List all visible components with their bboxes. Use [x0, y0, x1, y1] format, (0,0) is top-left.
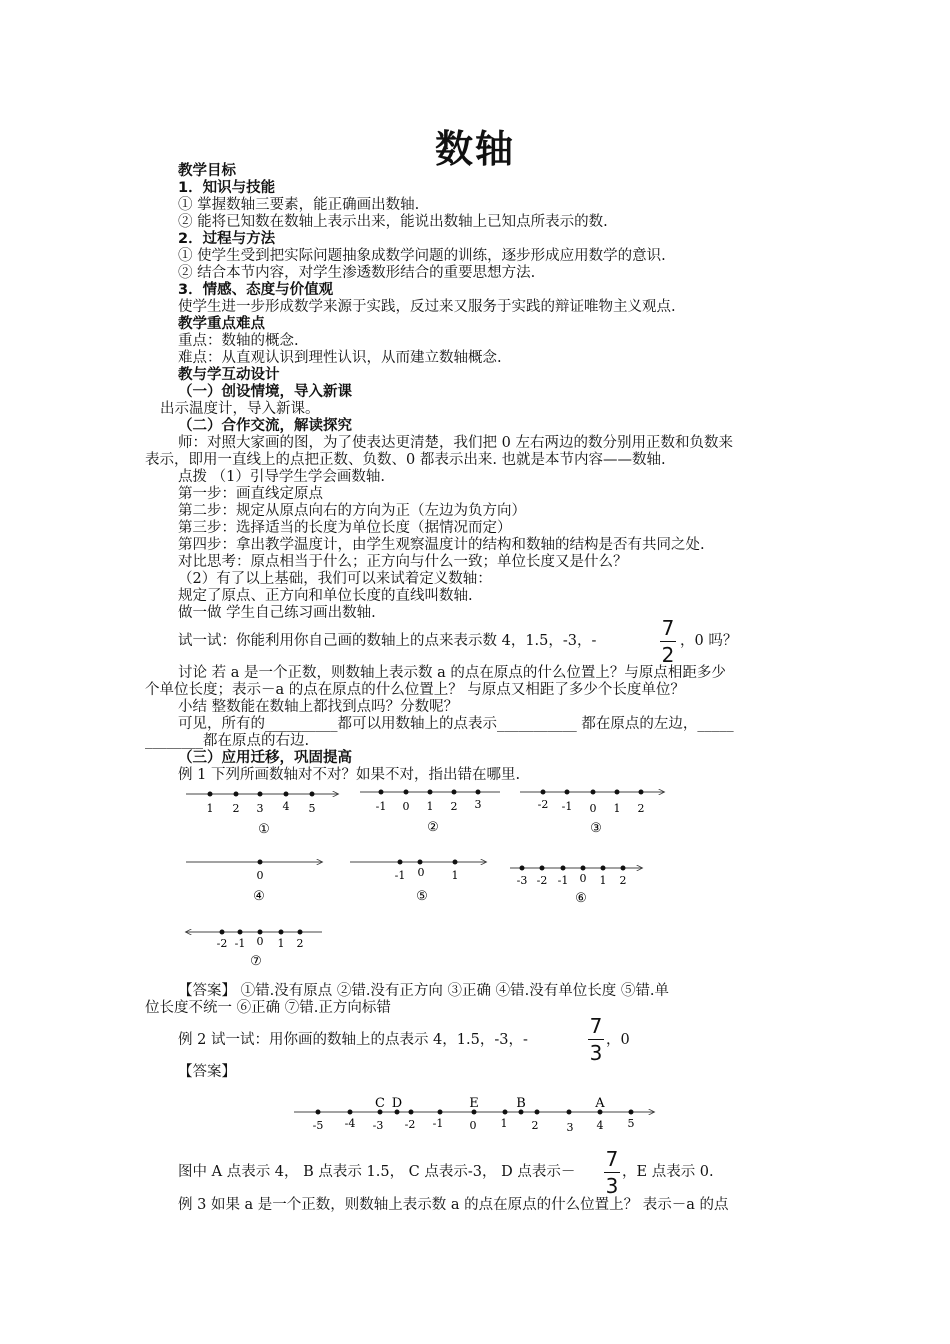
figure-caption: ②	[427, 820, 439, 835]
tick-label: 0	[579, 872, 587, 885]
point-label: A	[595, 1096, 605, 1111]
tick-label: 4	[596, 1119, 604, 1132]
section-heading-3: （三）应用迁移，巩固提高	[178, 750, 352, 766]
text-line: 图中 A 点表示 4， B 点表示 1.5， C 点表示-3， D 点表示－	[178, 1164, 576, 1180]
fraction-bar	[604, 1172, 620, 1173]
tick-label: -1	[557, 874, 569, 887]
tick-label: 2	[232, 802, 240, 815]
point-label: D	[391, 1096, 403, 1111]
tick-label: 1	[599, 874, 607, 887]
text-line: ，E 点表示 0.	[622, 1164, 714, 1180]
tick-label: 3	[566, 1121, 574, 1134]
tick-label: 0	[417, 866, 425, 879]
text-line: 位长度不统一 ⑥正确 ⑦错.正方向标错	[145, 1000, 391, 1016]
text-line: 讨论 若 a 是一个正数，则数轴上表示数 a 的点在原点的什么位置上？与原点相距多少	[178, 665, 726, 681]
tick-label: -1	[234, 937, 246, 950]
tick-label: -1	[561, 800, 573, 813]
text-line: ，0	[606, 1032, 630, 1048]
tick-label: -2	[216, 937, 228, 950]
text-line: 例 3 如果 a 是一个正数，则数轴上表示数 a 的点在原点的什么位置上？ 表示－a 的点	[178, 1197, 729, 1213]
point-label: C	[375, 1096, 385, 1111]
text-line: 难点：从直观认识到理性认识，从而建立数轴概念.	[178, 350, 502, 366]
subheading-attitude: 3．情感、态度与价值观	[178, 282, 334, 298]
fraction-numerator: 7	[605, 1147, 619, 1171]
text-line: 第一步：画直线定原点	[178, 486, 323, 502]
section-heading-1: （一）创设情境，导入新课	[178, 384, 352, 400]
tick-label: 1	[500, 1117, 508, 1130]
heading-key-points: 教学重点难点	[178, 316, 265, 332]
text-line: 【答案】 ①错.没有原点 ②错.没有正方向 ③正确 ④错.没有单位长度 ⑤错.单	[178, 983, 669, 999]
tick-label: 3	[474, 798, 482, 811]
tick-label: 1	[613, 802, 621, 815]
fraction-numerator: 7	[661, 616, 675, 640]
text-line: 小结 整数能在数轴上都找到点吗？分数呢？	[178, 699, 459, 715]
tick-label: 5	[308, 802, 316, 815]
figure-caption: ③	[590, 821, 602, 836]
text-line: ，0 吗？	[680, 633, 738, 649]
tick-label: -5	[312, 1119, 324, 1132]
number-line-7	[186, 930, 322, 970]
fraction-bar	[588, 1039, 604, 1040]
text-line: （2）有了以上基础，我们可以来试着定义数轴：	[178, 571, 492, 587]
text-line: 个单位长度；表示－a 的点在原点的什么位置上？ 与原点又相距了多少个长度单位？	[145, 682, 685, 698]
tick-label: 1	[426, 800, 434, 813]
text-line: ① 掌握数轴三要素，能正确画出数轴.	[178, 197, 420, 213]
text-line: ________都在原点的右边.	[145, 733, 310, 749]
subheading-knowledge: 1．知识与技能	[178, 180, 276, 196]
text-line: 重点：数轴的概念.	[178, 333, 299, 349]
text-line: 师：对照大家画的图，为了使表达更清楚，我们把 0 左右两边的数分别用正数和负数来	[178, 435, 733, 451]
text-line: 做一做 学生自己练习画出数轴.	[178, 605, 376, 621]
tick-label: 2	[531, 1119, 539, 1132]
tick-label: 1	[277, 937, 285, 950]
text-line: 例 1 下列所画数轴对不对？如果不对，指出错在哪里.	[178, 767, 521, 783]
tick-label: -1	[432, 1117, 444, 1130]
tick-label: 3	[256, 802, 264, 815]
tick-label: -3	[516, 874, 528, 887]
text-line: 例 2 试一试：用你画的数轴上的点表示 4，1.5，-3，-	[178, 1032, 528, 1048]
tick-label: -4	[344, 1117, 356, 1130]
number-line-2	[360, 790, 500, 836]
text-line: 试一试：你能利用你自己画的数轴上的点来表示数 4，1.5，-3，-	[178, 633, 597, 649]
tick-label: 0	[589, 802, 597, 815]
text-line: 点拨 （1）引导学生学会画数轴.	[178, 469, 385, 485]
text-line: 对比思考：原点相当于什么；正方向与什么一致；单位长度又是什么？	[178, 554, 628, 570]
tick-label: -1	[375, 800, 387, 813]
heading-interaction: 教与学互动设计	[178, 367, 280, 383]
text-line: 第三步：选择适当的长度为单位长度（据情况而定）	[178, 520, 512, 536]
number-line-5	[350, 860, 486, 905]
text-line: 出示温度计，导入新课。	[160, 401, 320, 417]
text-line: 使学生进一步形成数学来源于实践，反过来又服务于实践的辩证唯物主义观点.	[178, 299, 676, 315]
point-label: B	[516, 1096, 526, 1111]
number-line-4	[186, 860, 322, 905]
figure-caption: ④	[253, 889, 265, 904]
tick-label: 2	[637, 802, 645, 815]
tick-label: 1	[206, 802, 214, 815]
tick-label: -2	[537, 798, 549, 811]
fraction-seven-thirds	[604, 1147, 620, 1198]
section-heading-2: （二）合作交流，解读探究	[178, 418, 352, 434]
fraction-numerator: 7	[589, 1014, 603, 1038]
number-line-3	[520, 790, 664, 837]
text-line: 可见，所有的__________都可以用数轴上的点表示___________ 都在原点的左边，_____	[178, 716, 734, 732]
number-line-answer	[294, 1096, 654, 1134]
tick-label: 0	[402, 800, 410, 813]
text-line: 表示，即用一直线上的点把正数、负数、0 都表示出来. 也就是本节内容——数轴.	[145, 452, 666, 468]
heading-teaching-goals: 教学目标	[178, 163, 236, 179]
tick-label: 0	[256, 935, 264, 948]
number-line-6	[510, 866, 642, 907]
tick-label: 4	[282, 800, 290, 813]
tick-label: 2	[450, 800, 458, 813]
tick-label: 0	[469, 1119, 477, 1132]
tick-label: 0	[256, 869, 264, 882]
answer-label: 【答案】	[178, 1064, 236, 1080]
tick-label: 2	[296, 937, 304, 950]
tick-label: -2	[536, 874, 548, 887]
text-line: 第二步：规定从原点向右的方向为正（左边为负方向）	[178, 503, 526, 519]
tick-label: -3	[372, 1119, 384, 1132]
fraction-seven-thirds	[588, 1014, 604, 1065]
number-line-1	[186, 792, 338, 838]
fraction-denominator: 3	[589, 1041, 603, 1065]
tick-label: 1	[451, 869, 459, 882]
tick-label: 5	[627, 1117, 635, 1130]
text-line: ① 使学生受到把实际问题抽象成数学问题的训练，逐步形成应用数学的意识.	[178, 248, 666, 264]
text-line: 规定了原点、正方向和单位长度的直线叫数轴.	[178, 588, 473, 604]
fraction-denominator: 3	[605, 1174, 619, 1198]
figure-caption: ⑤	[416, 889, 428, 904]
page-title: 数轴	[434, 127, 515, 171]
subheading-process: 2．过程与方法	[178, 231, 276, 247]
text-line: ② 结合本节内容，对学生渗透数形结合的重要思想方法.	[178, 265, 536, 281]
figure-caption: ⑥	[575, 891, 587, 906]
fraction-denominator: 2	[661, 643, 675, 667]
tick-label: 2	[619, 874, 627, 887]
tick-label: -2	[404, 1118, 416, 1131]
figure-caption: ⑦	[250, 954, 262, 969]
tick-label: -1	[394, 869, 406, 882]
text-line: 第四步：拿出教学温度计，由学生观察温度计的结构和数轴的结构是否有共同之处.	[178, 537, 705, 553]
point-label: E	[469, 1096, 479, 1111]
text-line: ② 能将已知数在数轴上表示出来，能说出数轴上已知点所表示的数.	[178, 214, 608, 230]
figure-caption: ①	[258, 822, 270, 837]
